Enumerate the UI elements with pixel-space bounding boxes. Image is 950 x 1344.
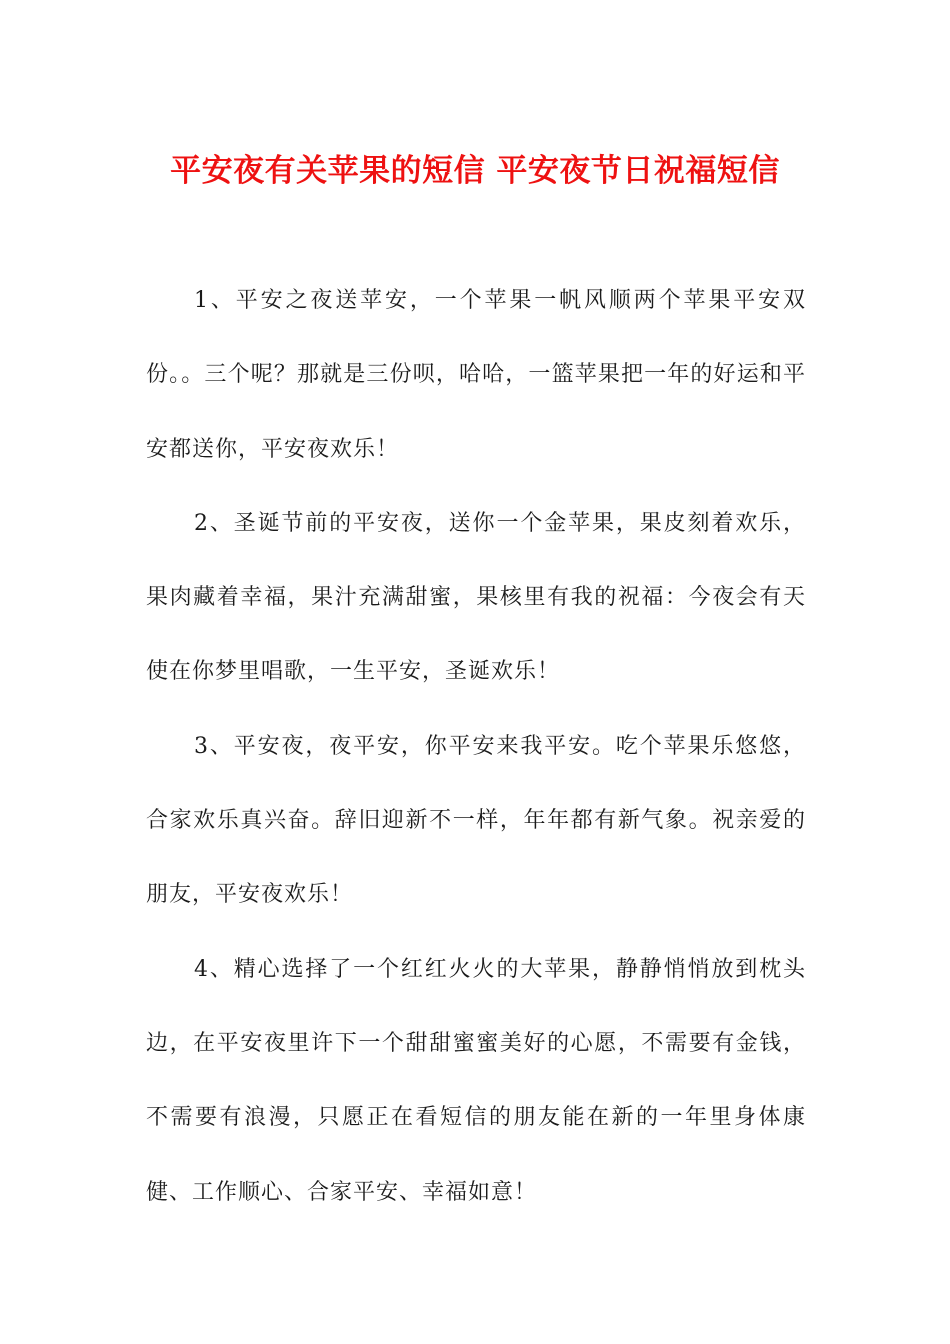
- message-paragraph-1: 1、平安之夜送苹安，一个苹果一帆风顺两个苹果平安双份。。三个呢？那就是三份呗，哈哈，一篮苹果把一年的好运和平安都送你，平安夜欢乐！: [146, 288, 806, 462]
- page-title: 平安夜有关苹果的短信 平安夜节日祝福短信: [170, 153, 780, 189]
- message-paragraph-2: 2、圣诞节前的平安夜，送你一个金苹果，果皮刻着欢乐，果肉藏着幸福，果汁充满甜蜜，果核里有我的祝福：今夜会有天使在你梦里唱歌，一生平安，圣诞欢乐！: [146, 510, 806, 685]
- message-paragraph-4: 4、精心选择了一个红红火火的大苹果，静静悄悄放到枕头边，在平安夜里许下一个甜甜蜜蜜美好的心愿，不需要有金钱，不需要有浪漫，只愿正在看短信的朋友能在新的一年里身体康健、工作顺心、合家平安、幸福如意！: [146, 956, 806, 1205]
- message-paragraph-3: 3、平安夜，夜平安，你平安来我平安。吃个苹果乐悠悠，合家欢乐真兴奋。辞旧迎新不一样，年年都有新气象。祝亲爱的朋友，平安夜欢乐！: [146, 733, 806, 908]
- document-body: [146, 264, 806, 1230]
